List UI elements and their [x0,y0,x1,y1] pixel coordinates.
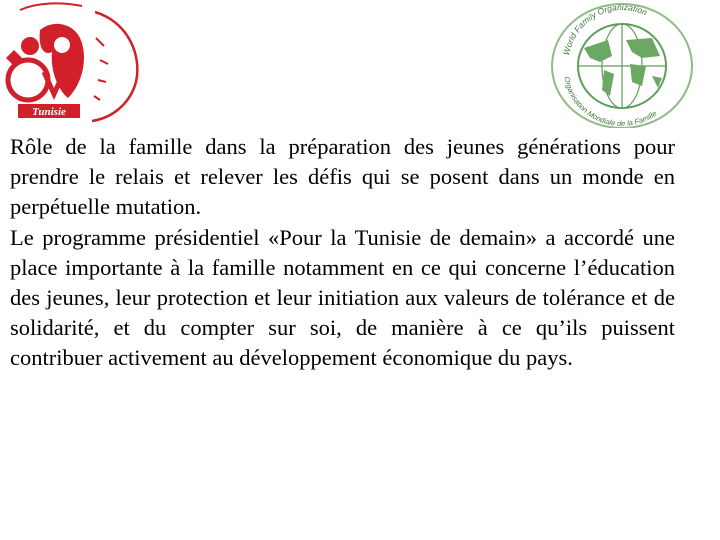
tunisian-family-organization-logo [0,0,145,128]
body-text [10,132,675,374]
logo-right-lower-text: Organisation Mondiale de la Famille [562,75,659,128]
family-emblem-icon [0,0,145,128]
paragraph-role-famille: Rôle de la famille dans la préparation des jeunes générations pour prendre le relais et relever les défis qui se posent dans un monde en perpétuelle mutation. [10,134,675,220]
globe-seal-icon [548,0,696,128]
paragraph-programme-presidentiel: Le programme présidentiel «Pour la Tunisie de demain» a accordé une place importante à la famille notamment en ce qui concerne l’éducation des jeunes, leur protection et leur initiation aux valeurs de tolérance et de solidarité, et du compter sur soi, de manière à ce qu’ils puissent contribuer activement au développement économique du pays. [10,224,675,371]
logo-right-upper-text: World Family Organization [561,1,649,57]
world-family-organization-logo [548,0,696,128]
logo-left-label: Tunisie [32,106,66,118]
